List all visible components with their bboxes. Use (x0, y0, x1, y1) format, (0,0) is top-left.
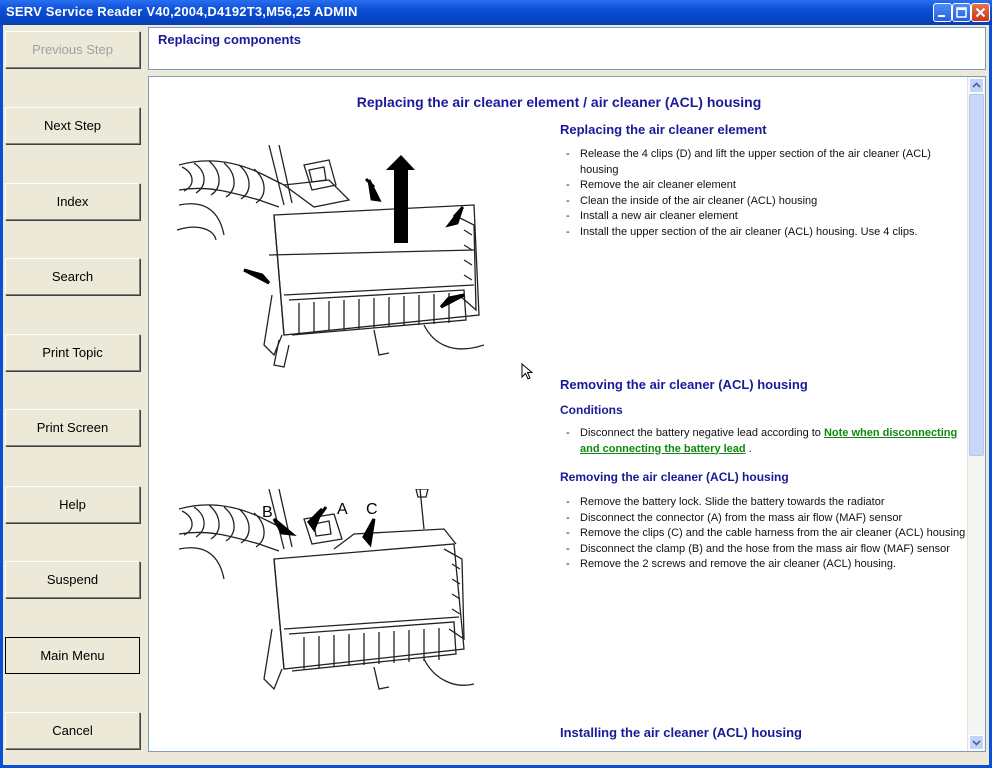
title-bar[interactable] (0, 0, 992, 25)
battery-lead-note-link[interactable]: Note when disconnecting and connecting the battery lead (580, 427, 958, 455)
section-title-remove-housing: Removing the air cleaner (ACL) housing (560, 377, 808, 392)
section-title-replace-element: Replacing the air cleaner element (560, 122, 767, 137)
scroll-thumb[interactable] (969, 94, 984, 456)
chevron-down-icon (970, 736, 983, 749)
list-item: - Release the 4 clips (D) and lift the upper section of the air cleaner (ACL) housing (566, 147, 971, 178)
air-cleaner-housing-illustration (174, 489, 484, 714)
list-item: - Remove the clips (C) and the cable harness from the air cleaner (ACL) housing (566, 526, 971, 542)
list-item: - Clean the inside of the air cleaner (ACL) housing (566, 194, 971, 210)
cancel-button[interactable]: Cancel (5, 712, 140, 749)
chevron-up-icon (970, 79, 983, 92)
section-title-install-housing: Installing the air cleaner (ACL) housing (560, 725, 802, 740)
label-a: A (337, 501, 348, 518)
list-item: - Remove the 2 screws and remove the air cleaner (ACL) housing. (566, 557, 971, 573)
scroll-down-button[interactable] (969, 735, 984, 750)
page-heading: Replacing the air cleaner element / air cleaner (ACL) housing (356, 94, 762, 110)
main-menu-button[interactable]: Main Menu (5, 637, 140, 674)
window-title: SERV Service Reader V40,2004,D4192T3,M56,25 ADMIN (6, 4, 358, 19)
minimize-button[interactable] (933, 3, 952, 22)
list-item (566, 426, 971, 457)
content-pane[interactable] (148, 76, 986, 752)
vertical-scrollbar[interactable] (967, 77, 985, 751)
scroll-up-button[interactable] (969, 78, 984, 93)
list-item: - Remove the battery lock. Slide the battery towards the radiator (566, 495, 971, 511)
condition-end: . (745, 442, 752, 455)
list-item: - Disconnect the connector (A) from the mass air flow (MAF) sensor (566, 511, 971, 527)
list-item: - Remove the air cleaner element (566, 178, 971, 194)
close-button[interactable] (971, 3, 990, 22)
close-icon (972, 4, 989, 21)
minimize-icon (934, 4, 951, 21)
conditions-title: Conditions (560, 403, 623, 417)
previous-step-button[interactable]: Previous Step (5, 31, 140, 68)
label-c: C (366, 501, 378, 518)
print-screen-button[interactable]: Print Screen (5, 409, 140, 446)
print-topic-button[interactable]: Print Topic (5, 334, 140, 371)
steps-remove-housing (566, 495, 971, 573)
maximize-icon (953, 4, 970, 21)
maximize-button[interactable] (952, 3, 971, 22)
steps-replace-element (566, 147, 971, 240)
list-item: - Disconnect the clamp (B) and the hose from the mass air flow (MAF) sensor (566, 542, 971, 558)
help-button[interactable]: Help (5, 486, 140, 523)
header-title: Replacing components (158, 32, 302, 47)
search-button[interactable]: Search (5, 258, 140, 295)
list-item: - Install a new air cleaner element (566, 209, 971, 225)
next-step-button[interactable]: Next Step (5, 107, 140, 144)
subsection-title-remove-housing: Removing the air cleaner (ACL) housing (560, 470, 789, 484)
list-item: - Install the upper section of the air cleaner (ACL) housing. Use 4 clips. (566, 225, 971, 241)
suspend-button[interactable]: Suspend (5, 561, 140, 598)
label-b: B (262, 504, 273, 521)
header-pane (148, 27, 986, 70)
index-button[interactable]: Index (5, 183, 140, 220)
mouse-cursor-icon (521, 363, 533, 381)
condition-text: Disconnect the battery negative lead according to (580, 427, 824, 439)
conditions-list (566, 426, 971, 457)
air-cleaner-element-illustration (174, 145, 484, 370)
